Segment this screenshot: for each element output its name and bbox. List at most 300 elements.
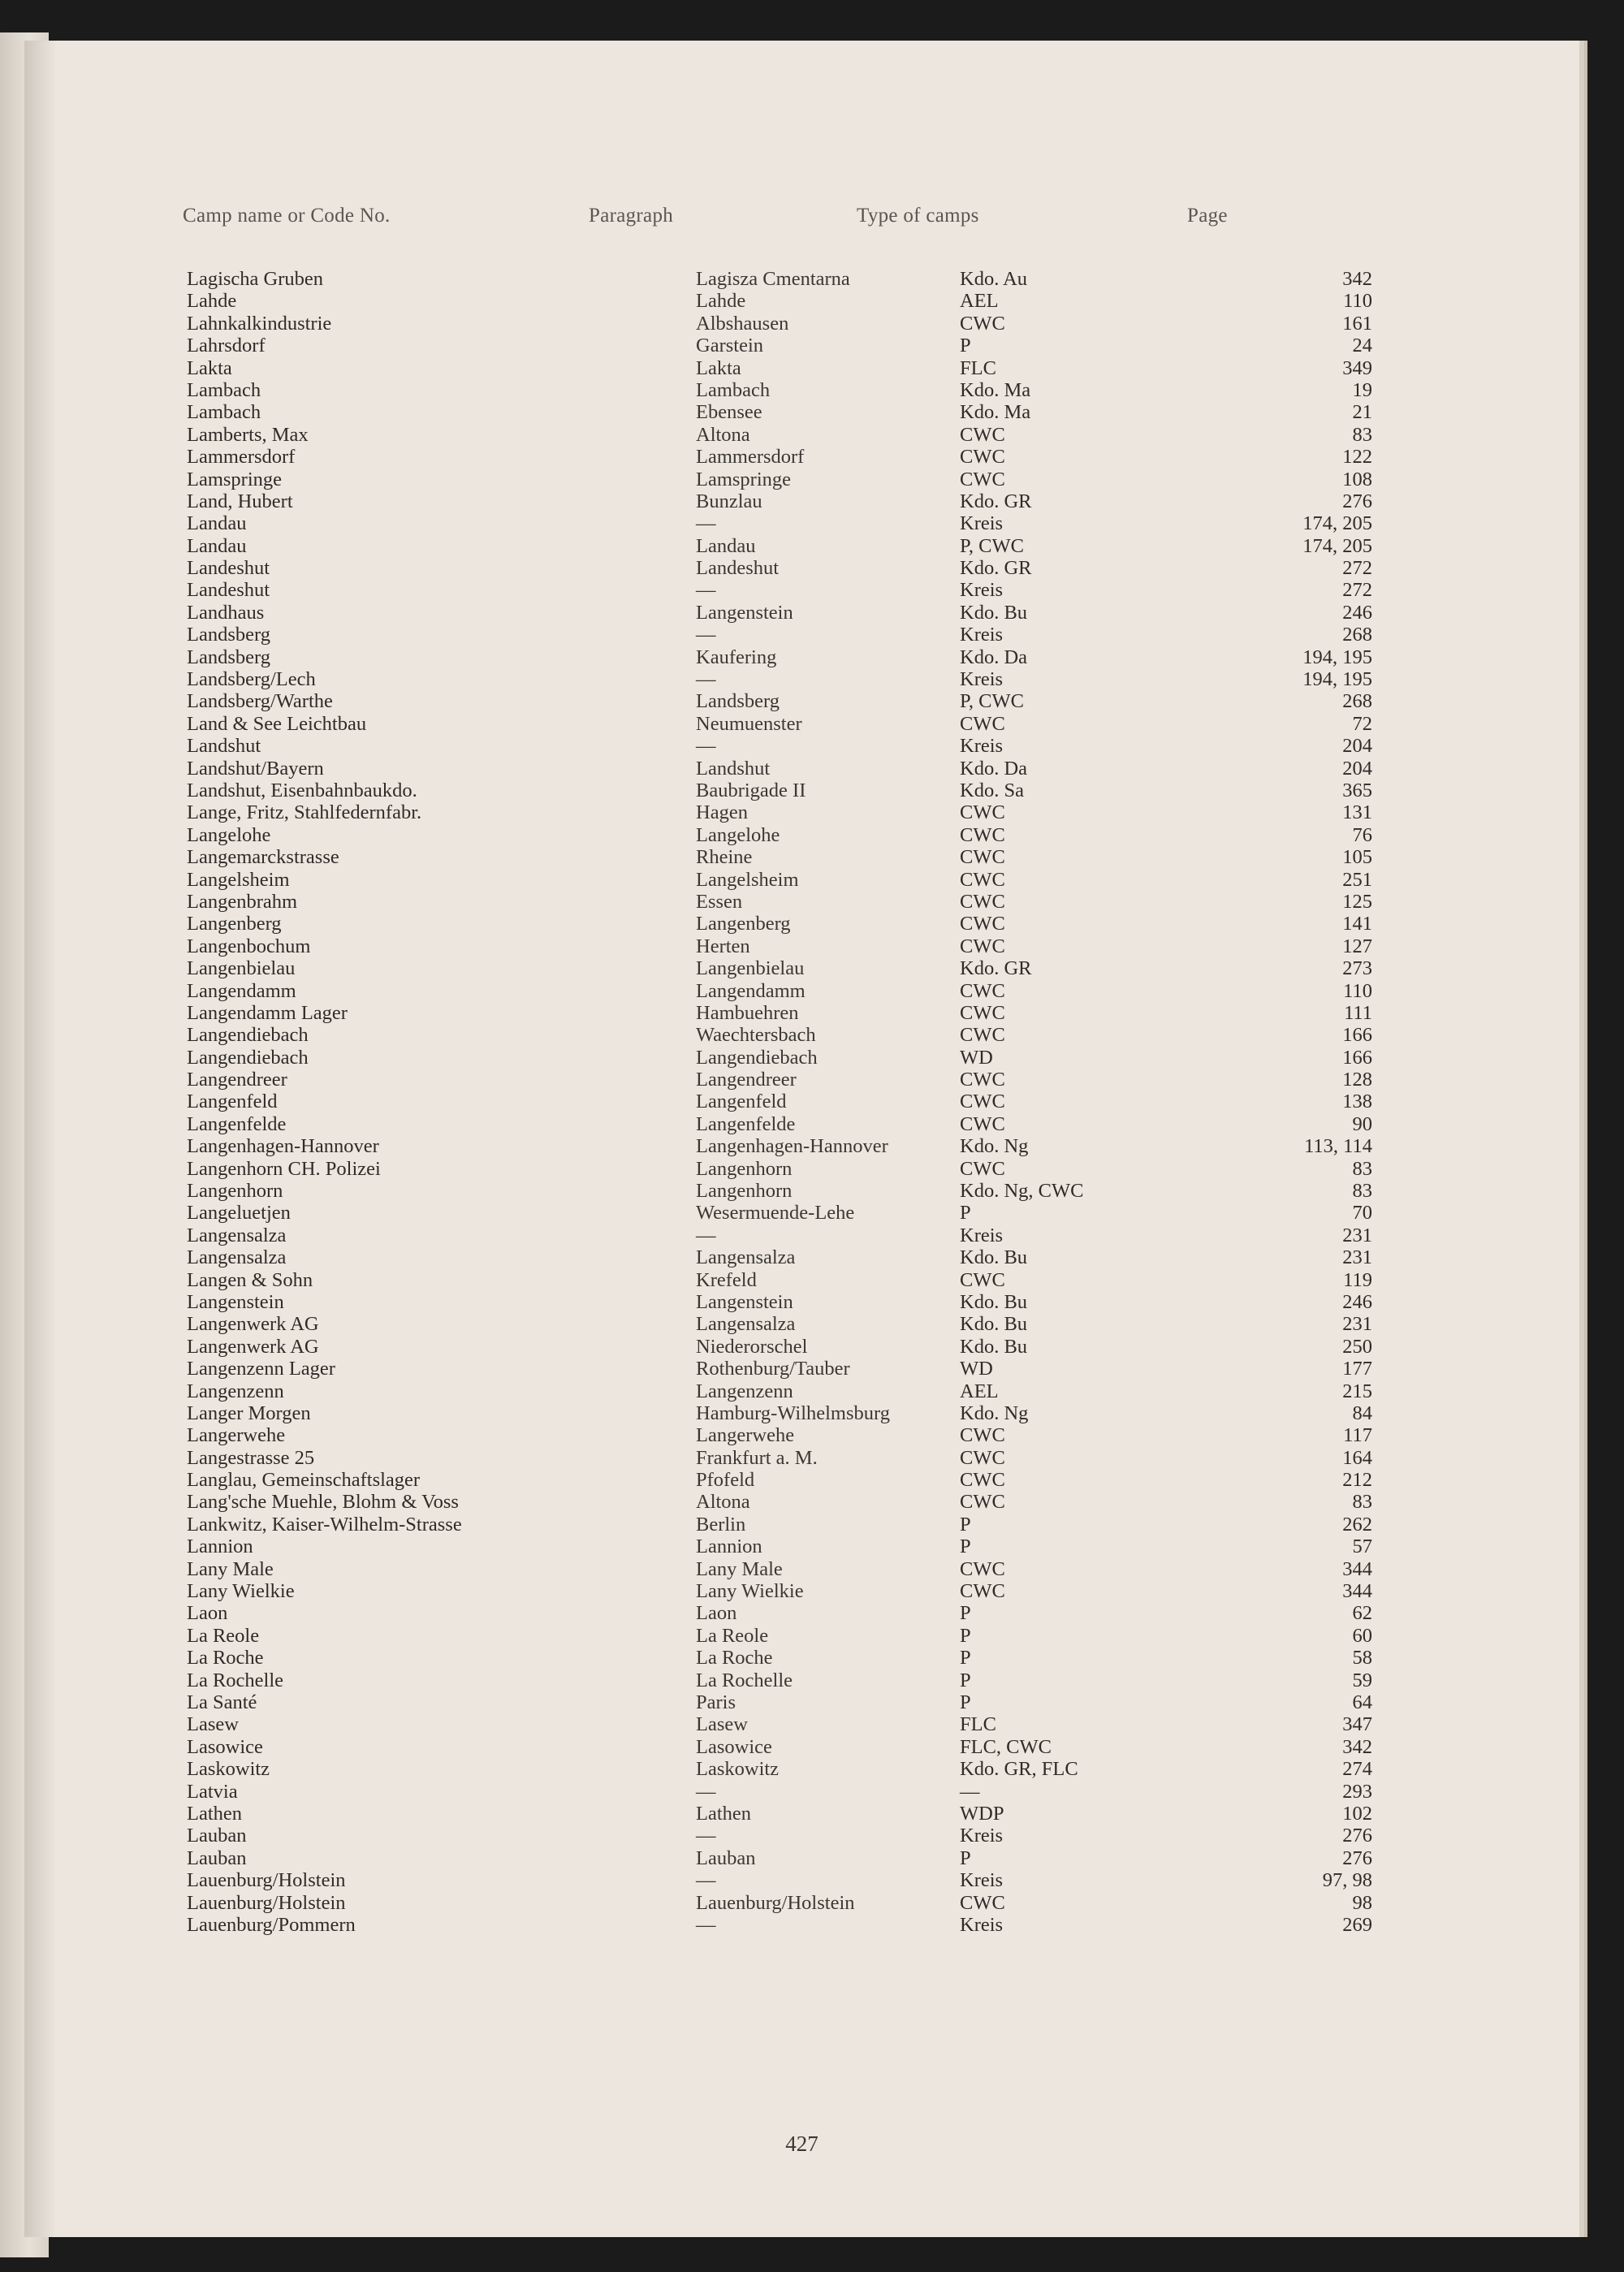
camp-name-cell: Lang'sche Muehle, Blohm & Voss xyxy=(187,1491,459,1514)
camp-name-cell: Langenbochum xyxy=(187,935,311,957)
table-row xyxy=(24,446,1579,468)
paragraph-cell: La Roche xyxy=(696,1647,773,1669)
table-row xyxy=(24,1514,1579,1536)
camp-name-cell: Langensalza xyxy=(187,1224,287,1246)
page-ref-cell: 246 xyxy=(1342,1290,1372,1313)
page-ref-cell: 57 xyxy=(1352,1536,1372,1558)
paragraph-cell: Lambach xyxy=(696,378,771,401)
camp-name-cell: Lauban xyxy=(187,1847,247,1869)
camp-type-cell: Kdo. Ng xyxy=(960,1402,1029,1424)
camp-type-cell: — xyxy=(960,1780,980,1803)
table-row xyxy=(24,1158,1579,1180)
paragraph-cell: — xyxy=(696,668,716,691)
camp-type-cell: Kreis xyxy=(960,1869,1004,1892)
table-row xyxy=(24,758,1579,780)
paragraph-cell: Lannion xyxy=(696,1536,762,1558)
camp-name-cell: La Rochelle xyxy=(187,1669,284,1691)
table-row xyxy=(24,1736,1579,1758)
paragraph-cell: Langenfelde xyxy=(696,1112,796,1135)
camp-type-cell: CWC xyxy=(960,1446,1005,1469)
paragraph-cell: — xyxy=(696,735,716,758)
camp-name-cell: Langendamm Lager xyxy=(187,1001,348,1024)
page-ref-cell: 174, 205 xyxy=(1302,534,1372,557)
table-row xyxy=(24,1113,1579,1135)
page-ref-cell: 97, 98 xyxy=(1322,1869,1372,1892)
page-ref-cell: 72 xyxy=(1352,712,1372,735)
table-row xyxy=(24,1225,1579,1246)
camp-type-cell: P xyxy=(960,1847,971,1869)
paragraph-cell: Lathen xyxy=(696,1802,752,1825)
camp-name-cell: Lauenburg/Pommern xyxy=(187,1913,356,1936)
camp-type-cell: CWC xyxy=(960,1024,1005,1047)
camp-name-cell: Laskowitz xyxy=(187,1758,270,1781)
table-row xyxy=(24,290,1579,312)
camp-name-cell: Langlau, Gemeinschaftslager xyxy=(187,1469,421,1492)
camp-type-cell: CWC xyxy=(960,823,1005,846)
table-row xyxy=(24,1358,1579,1380)
paragraph-cell: Lany Male xyxy=(696,1557,783,1580)
camp-name-cell: Landau xyxy=(187,534,247,557)
table-row xyxy=(24,424,1579,446)
camp-type-cell: Kdo. Ma xyxy=(960,378,1031,401)
camp-type-cell: Kdo. GR xyxy=(960,490,1032,512)
camp-type-cell: Kreis xyxy=(960,579,1004,602)
camp-type-cell: FLC, CWC xyxy=(960,1735,1052,1758)
page-ref-cell: 215 xyxy=(1342,1380,1372,1402)
camp-name-cell: Lamspringe xyxy=(187,468,283,490)
page-ref-cell: 177 xyxy=(1342,1358,1372,1380)
camp-type-cell: Kreis xyxy=(960,735,1004,758)
table-row xyxy=(24,1892,1579,1914)
paragraph-cell: Langenberg xyxy=(696,913,791,935)
page-ref-cell: 110 xyxy=(1343,290,1372,313)
camp-name-cell: Lankwitz, Kaiser-Wilhelm-Strasse xyxy=(187,1513,462,1536)
table-row xyxy=(24,1669,1579,1691)
camp-name-cell: Langendiebach xyxy=(187,1024,309,1047)
page-ref-cell: 293 xyxy=(1342,1780,1372,1803)
paragraph-cell: Langensalza xyxy=(696,1313,796,1336)
table-row xyxy=(24,1558,1579,1580)
camp-name-cell: Langendiebach xyxy=(187,1046,309,1069)
camp-name-cell: Lannion xyxy=(187,1536,253,1558)
page-ref-cell: 276 xyxy=(1342,1825,1372,1847)
table-row xyxy=(24,1713,1579,1735)
paragraph-cell: Niederorschel xyxy=(696,1335,808,1358)
camp-name-cell: Langenzenn Lager xyxy=(187,1358,335,1380)
page-number: 427 xyxy=(785,2132,818,2156)
camp-name-cell: Land, Hubert xyxy=(187,490,293,512)
page-ref-cell: 105 xyxy=(1342,846,1372,869)
table-row xyxy=(24,801,1579,823)
camp-type-cell: CWC xyxy=(960,446,1005,469)
page-ref-cell: 83 xyxy=(1352,423,1372,446)
table-row xyxy=(24,1491,1579,1513)
camp-type-cell: P xyxy=(960,1536,971,1558)
camp-type-cell: Kdo. Da xyxy=(960,646,1028,668)
page-ref-cell: 83 xyxy=(1352,1180,1372,1203)
page-ref-cell: 342 xyxy=(1342,1735,1372,1758)
table-row xyxy=(24,1246,1579,1268)
camp-name-cell: Lathen xyxy=(187,1802,243,1825)
camp-name-cell: Lahde xyxy=(187,290,237,313)
page-ref-cell: 212 xyxy=(1342,1469,1372,1492)
camp-name-cell: Landsberg xyxy=(187,624,270,646)
paragraph-cell: — xyxy=(696,512,716,535)
camp-name-cell: La Santé xyxy=(187,1691,257,1713)
page-ref-cell: 21 xyxy=(1352,401,1372,424)
paragraph-cell: Rheine xyxy=(696,846,753,869)
camp-name-cell: Lamberts, Max xyxy=(187,423,309,446)
camp-name-cell: Latvia xyxy=(187,1780,238,1803)
paragraph-cell: Lamspringe xyxy=(696,468,792,490)
table-row xyxy=(24,935,1579,957)
camp-name-cell: Lany Male xyxy=(187,1557,274,1580)
camp-type-cell: P xyxy=(960,1602,971,1625)
table-row xyxy=(24,1402,1579,1424)
page-ref-cell: 349 xyxy=(1342,356,1372,379)
page-ref-cell: 268 xyxy=(1342,624,1372,646)
table-row xyxy=(24,469,1579,490)
table-row xyxy=(24,624,1579,646)
camp-type-cell: CWC xyxy=(960,712,1005,735)
camp-name-cell: Landau xyxy=(187,512,247,535)
page-ref-cell: 102 xyxy=(1342,1802,1372,1825)
page-ref-cell: 274 xyxy=(1342,1758,1372,1781)
table-row xyxy=(24,1602,1579,1624)
camp-name-cell: Langemarckstrasse xyxy=(187,846,339,869)
paragraph-cell: Herten xyxy=(696,935,750,957)
table-row xyxy=(24,579,1579,601)
paragraph-cell: Hambuehren xyxy=(696,1001,799,1024)
camp-type-cell: P xyxy=(960,1691,971,1713)
paragraph-cell: Paris xyxy=(696,1691,736,1713)
camp-type-cell: Kdo. GR xyxy=(960,957,1032,980)
camp-type-cell: WD xyxy=(960,1046,993,1069)
camp-type-cell: CWC xyxy=(960,1112,1005,1135)
paragraph-cell: — xyxy=(696,579,716,602)
camp-name-cell: Landsberg/Lech xyxy=(187,668,316,691)
table-row xyxy=(24,1758,1579,1780)
paragraph-cell: Lasowice xyxy=(696,1735,772,1758)
camp-type-cell: CWC xyxy=(960,1069,1005,1091)
page-ref-cell: 110 xyxy=(1343,979,1372,1002)
camp-name-cell: Lahnkalkindustrie xyxy=(187,312,332,335)
table-row xyxy=(24,335,1579,356)
page-ref-cell: 70 xyxy=(1352,1202,1372,1225)
table-row xyxy=(24,1914,1579,1936)
camp-type-cell: Kdo. GR, FLC xyxy=(960,1758,1078,1781)
table-row xyxy=(24,1847,1579,1869)
paragraph-cell: Laskowitz xyxy=(696,1758,780,1781)
camp-name-cell: Landhaus xyxy=(187,601,265,624)
paragraph-cell: Lany Wielkie xyxy=(696,1580,804,1603)
camp-name-cell: Landsberg/Warthe xyxy=(187,690,333,713)
paragraph-cell: Landeshut xyxy=(696,557,780,580)
page-ref-cell: 122 xyxy=(1342,446,1372,469)
camp-name-cell: Langensalza xyxy=(187,1246,287,1269)
camp-type-cell: Kdo. Da xyxy=(960,757,1028,780)
camp-type-cell: P, CWC xyxy=(960,690,1024,713)
page-ref-cell: 83 xyxy=(1352,1157,1372,1180)
paragraph-cell: Lasew xyxy=(696,1713,748,1736)
camp-name-cell: La Roche xyxy=(187,1647,264,1669)
camp-name-cell: Land & See Leichtbau xyxy=(187,712,367,735)
camp-type-cell: Kdo. Ng xyxy=(960,1135,1029,1158)
paragraph-cell: Langerwehe xyxy=(696,1424,795,1447)
camp-type-cell: P xyxy=(960,1647,971,1669)
page-ref-cell: 251 xyxy=(1342,868,1372,891)
camp-name-cell: Langendamm xyxy=(187,979,296,1002)
page-ref-cell: 111 xyxy=(1344,1001,1372,1024)
page-ref-cell: 108 xyxy=(1342,468,1372,490)
camp-type-cell: CWC xyxy=(960,801,1005,824)
page-ref-cell: 113, 114 xyxy=(1304,1135,1372,1158)
camp-type-cell: P xyxy=(960,1513,971,1536)
table-row xyxy=(24,313,1579,335)
page-ref-cell: 138 xyxy=(1342,1091,1372,1113)
page-ref-cell: 60 xyxy=(1352,1624,1372,1647)
page-ref-cell: 276 xyxy=(1342,1847,1372,1869)
paragraph-cell: Landau xyxy=(696,534,756,557)
table-row xyxy=(24,824,1579,846)
paragraph-cell: Lakta xyxy=(696,356,741,379)
page-ref-cell: 344 xyxy=(1342,1557,1372,1580)
table-row xyxy=(24,1380,1579,1402)
camp-type-cell: P xyxy=(960,1202,971,1225)
table-row xyxy=(24,980,1579,1002)
page-ref-cell: 231 xyxy=(1342,1246,1372,1269)
camp-type-cell: CWC xyxy=(960,1580,1005,1603)
table-row xyxy=(24,646,1579,668)
camp-type-cell: Kdo. Ng, CWC xyxy=(960,1180,1084,1203)
paragraph-cell: — xyxy=(696,1780,716,1803)
table-row xyxy=(24,869,1579,891)
page-ref-cell: 98 xyxy=(1352,1891,1372,1914)
paragraph-cell: Langenstein xyxy=(696,601,793,624)
camp-type-cell: CWC xyxy=(960,1557,1005,1580)
table-row xyxy=(24,913,1579,935)
camp-type-cell: Kreis xyxy=(960,512,1004,535)
paragraph-cell: La Rochelle xyxy=(696,1669,793,1691)
paragraph-cell: Lagisza Cmentarna xyxy=(696,268,850,290)
table-row xyxy=(24,1691,1579,1713)
camp-name-cell: Langenhorn CH. Polizei xyxy=(187,1157,381,1180)
paragraph-cell: Langenfeld xyxy=(696,1091,787,1113)
page-ref-cell: 262 xyxy=(1342,1513,1372,1536)
paragraph-cell: Laon xyxy=(696,1602,737,1625)
table-row xyxy=(24,1313,1579,1335)
page-ref-cell: 131 xyxy=(1342,801,1372,824)
camp-type-cell: Kdo. Sa xyxy=(960,779,1024,801)
paragraph-cell: Langenhorn xyxy=(696,1180,793,1203)
camp-name-cell: La Reole xyxy=(187,1624,260,1647)
paragraph-cell: Langelohe xyxy=(696,823,780,846)
paragraph-cell: Langenhorn xyxy=(696,1157,793,1180)
header-page: Page xyxy=(1187,205,1228,227)
camp-type-cell: WD xyxy=(960,1358,993,1380)
camp-type-cell: Kreis xyxy=(960,1913,1004,1936)
camp-type-cell: P xyxy=(960,1669,971,1691)
paragraph-cell: — xyxy=(696,1913,716,1936)
paragraph-cell: Ebensee xyxy=(696,401,762,424)
paragraph-cell: Essen xyxy=(696,890,743,913)
page-ref-cell: 246 xyxy=(1342,601,1372,624)
page-ref-cell: 83 xyxy=(1352,1491,1372,1514)
camp-type-cell: WDP xyxy=(960,1802,1004,1825)
camp-name-cell: Langenbielau xyxy=(187,957,296,980)
camp-type-cell: Kdo. Bu xyxy=(960,1290,1028,1313)
camp-name-cell: Lagischa Gruben xyxy=(187,268,324,290)
camp-type-cell: FLC xyxy=(960,1713,996,1736)
camp-name-cell: Langenwerk AG xyxy=(187,1335,319,1358)
table-row xyxy=(24,780,1579,801)
table-row xyxy=(24,713,1579,735)
camp-type-cell: Kdo. Bu xyxy=(960,601,1028,624)
paragraph-cell: Pfofeld xyxy=(696,1469,755,1492)
paragraph-cell: Krefeld xyxy=(696,1268,757,1291)
camp-name-cell: Lasew xyxy=(187,1713,239,1736)
camp-name-cell: Langestrasse 25 xyxy=(187,1446,315,1469)
camp-type-cell: CWC xyxy=(960,1001,1005,1024)
table-row xyxy=(24,268,1579,290)
table-row xyxy=(24,1002,1579,1024)
camp-name-cell: Langendreer xyxy=(187,1069,287,1091)
camp-name-cell: Langenbrahm xyxy=(187,890,298,913)
paragraph-cell: Lahde xyxy=(696,290,746,313)
page-ref-cell: 204 xyxy=(1342,757,1372,780)
paragraph-cell: Hamburg-Wilhelmsburg xyxy=(696,1402,890,1424)
paragraph-cell: Lauban xyxy=(696,1847,756,1869)
camp-name-cell: Langelsheim xyxy=(187,868,290,891)
page-ref-cell: 166 xyxy=(1342,1046,1372,1069)
table-row xyxy=(24,1869,1579,1891)
paragraph-cell: — xyxy=(696,624,716,646)
page-ref-cell: 269 xyxy=(1342,1913,1372,1936)
camp-type-cell: FLC xyxy=(960,356,996,379)
paragraph-cell: Langelsheim xyxy=(696,868,799,891)
camp-type-cell: CWC xyxy=(960,890,1005,913)
paragraph-cell: Langenzenn xyxy=(696,1380,793,1402)
table-row xyxy=(24,1069,1579,1091)
camp-name-cell: Lasowice xyxy=(187,1735,263,1758)
table-row xyxy=(24,1024,1579,1046)
camp-name-cell: Lauenburg/Holstein xyxy=(187,1869,346,1892)
camp-type-cell: CWC xyxy=(960,1157,1005,1180)
table-row xyxy=(24,1781,1579,1803)
paragraph-cell: Kaufering xyxy=(696,646,777,668)
camp-type-cell: CWC xyxy=(960,468,1005,490)
camp-name-cell: Langenfeld xyxy=(187,1091,278,1113)
camp-name-cell: Langerwehe xyxy=(187,1424,286,1447)
camp-name-cell: Langelohe xyxy=(187,823,271,846)
page-ref-cell: 272 xyxy=(1342,557,1372,580)
paragraph-cell: Bunzlau xyxy=(696,490,762,512)
camp-type-cell: CWC xyxy=(960,846,1005,869)
paragraph-cell: Langendreer xyxy=(696,1069,797,1091)
camp-name-cell: Langenzenn xyxy=(187,1380,284,1402)
camp-type-cell: CWC xyxy=(960,868,1005,891)
page-ref-cell: 128 xyxy=(1342,1069,1372,1091)
page-ref-cell: 174, 205 xyxy=(1302,512,1372,535)
paragraph-cell: Langenbielau xyxy=(696,957,805,980)
table-row xyxy=(24,1180,1579,1202)
paragraph-cell: Langenstein xyxy=(696,1290,793,1313)
page-ref-cell: 117 xyxy=(1343,1424,1372,1447)
paragraph-cell: Lauenburg/Holstein xyxy=(696,1891,855,1914)
camp-type-cell: Kdo. Bu xyxy=(960,1313,1028,1336)
page-ref-cell: 19 xyxy=(1352,378,1372,401)
paragraph-cell: Garstein xyxy=(696,335,763,357)
camp-type-cell: Kdo. Ma xyxy=(960,401,1031,424)
page-ref-cell: 84 xyxy=(1352,1402,1372,1424)
page-ref-cell: 250 xyxy=(1342,1335,1372,1358)
camp-type-cell: P, CWC xyxy=(960,534,1024,557)
camp-type-cell: Kreis xyxy=(960,624,1004,646)
table-row xyxy=(24,1803,1579,1825)
camp-type-cell: P xyxy=(960,1624,971,1647)
camp-name-cell: Langenfelde xyxy=(187,1112,287,1135)
camp-name-cell: Lambach xyxy=(187,378,261,401)
page-ref-cell: 164 xyxy=(1342,1446,1372,1469)
camp-type-cell: Kdo. Au xyxy=(960,268,1028,290)
page-ref-cell: 273 xyxy=(1342,957,1372,980)
table-row xyxy=(24,357,1579,379)
table-row xyxy=(24,891,1579,913)
header-camp-name: Camp name or Code No. xyxy=(183,205,391,227)
camp-type-cell: CWC xyxy=(960,913,1005,935)
table-row xyxy=(24,535,1579,557)
table-row xyxy=(24,401,1579,423)
table-row xyxy=(24,1424,1579,1446)
table-row xyxy=(24,1091,1579,1112)
table-row xyxy=(24,735,1579,757)
table-row xyxy=(24,1447,1579,1469)
camp-type-cell: CWC xyxy=(960,423,1005,446)
paragraph-cell: Baubrigade II xyxy=(696,779,806,801)
paragraph-cell: Waechtersbach xyxy=(696,1024,816,1047)
camp-type-cell: CWC xyxy=(960,1491,1005,1514)
table-row xyxy=(24,1202,1579,1224)
camp-name-cell: Lauban xyxy=(187,1825,247,1847)
camp-name-cell: Landshut/Bayern xyxy=(187,757,324,780)
paragraph-cell: — xyxy=(696,1869,716,1892)
table-row xyxy=(24,690,1579,712)
camp-name-cell: Langenberg xyxy=(187,913,282,935)
page-ref-cell: 127 xyxy=(1342,935,1372,957)
table-row xyxy=(24,1291,1579,1313)
header-type-of-camps: Type of camps xyxy=(857,205,979,227)
camp-name-cell: Lany Wielkie xyxy=(187,1580,295,1603)
page-ref-cell: 58 xyxy=(1352,1647,1372,1669)
camp-name-cell: Lambach xyxy=(187,401,261,424)
paragraph-cell: Neumuenster xyxy=(696,712,802,735)
paragraph-cell: Berlin xyxy=(696,1513,746,1536)
camp-name-cell: Landeshut xyxy=(187,579,270,602)
page-ref-cell: 344 xyxy=(1342,1580,1372,1603)
camp-type-cell: Kdo. Bu xyxy=(960,1246,1028,1269)
camp-name-cell: Landshut, Eisenbahnbaukdo. xyxy=(187,779,417,801)
page-ref-cell: 62 xyxy=(1352,1602,1372,1625)
camp-type-cell: Kdo. Bu xyxy=(960,1335,1028,1358)
table-row xyxy=(24,668,1579,690)
table-row xyxy=(24,1625,1579,1647)
page-ref-cell: 166 xyxy=(1342,1024,1372,1047)
table-row xyxy=(24,1269,1579,1291)
paragraph-cell: Altona xyxy=(696,1491,750,1514)
camp-name-cell: Langenwerk AG xyxy=(187,1313,319,1336)
camp-type-cell: AEL xyxy=(960,1380,999,1402)
paragraph-cell: Hagen xyxy=(696,801,748,824)
